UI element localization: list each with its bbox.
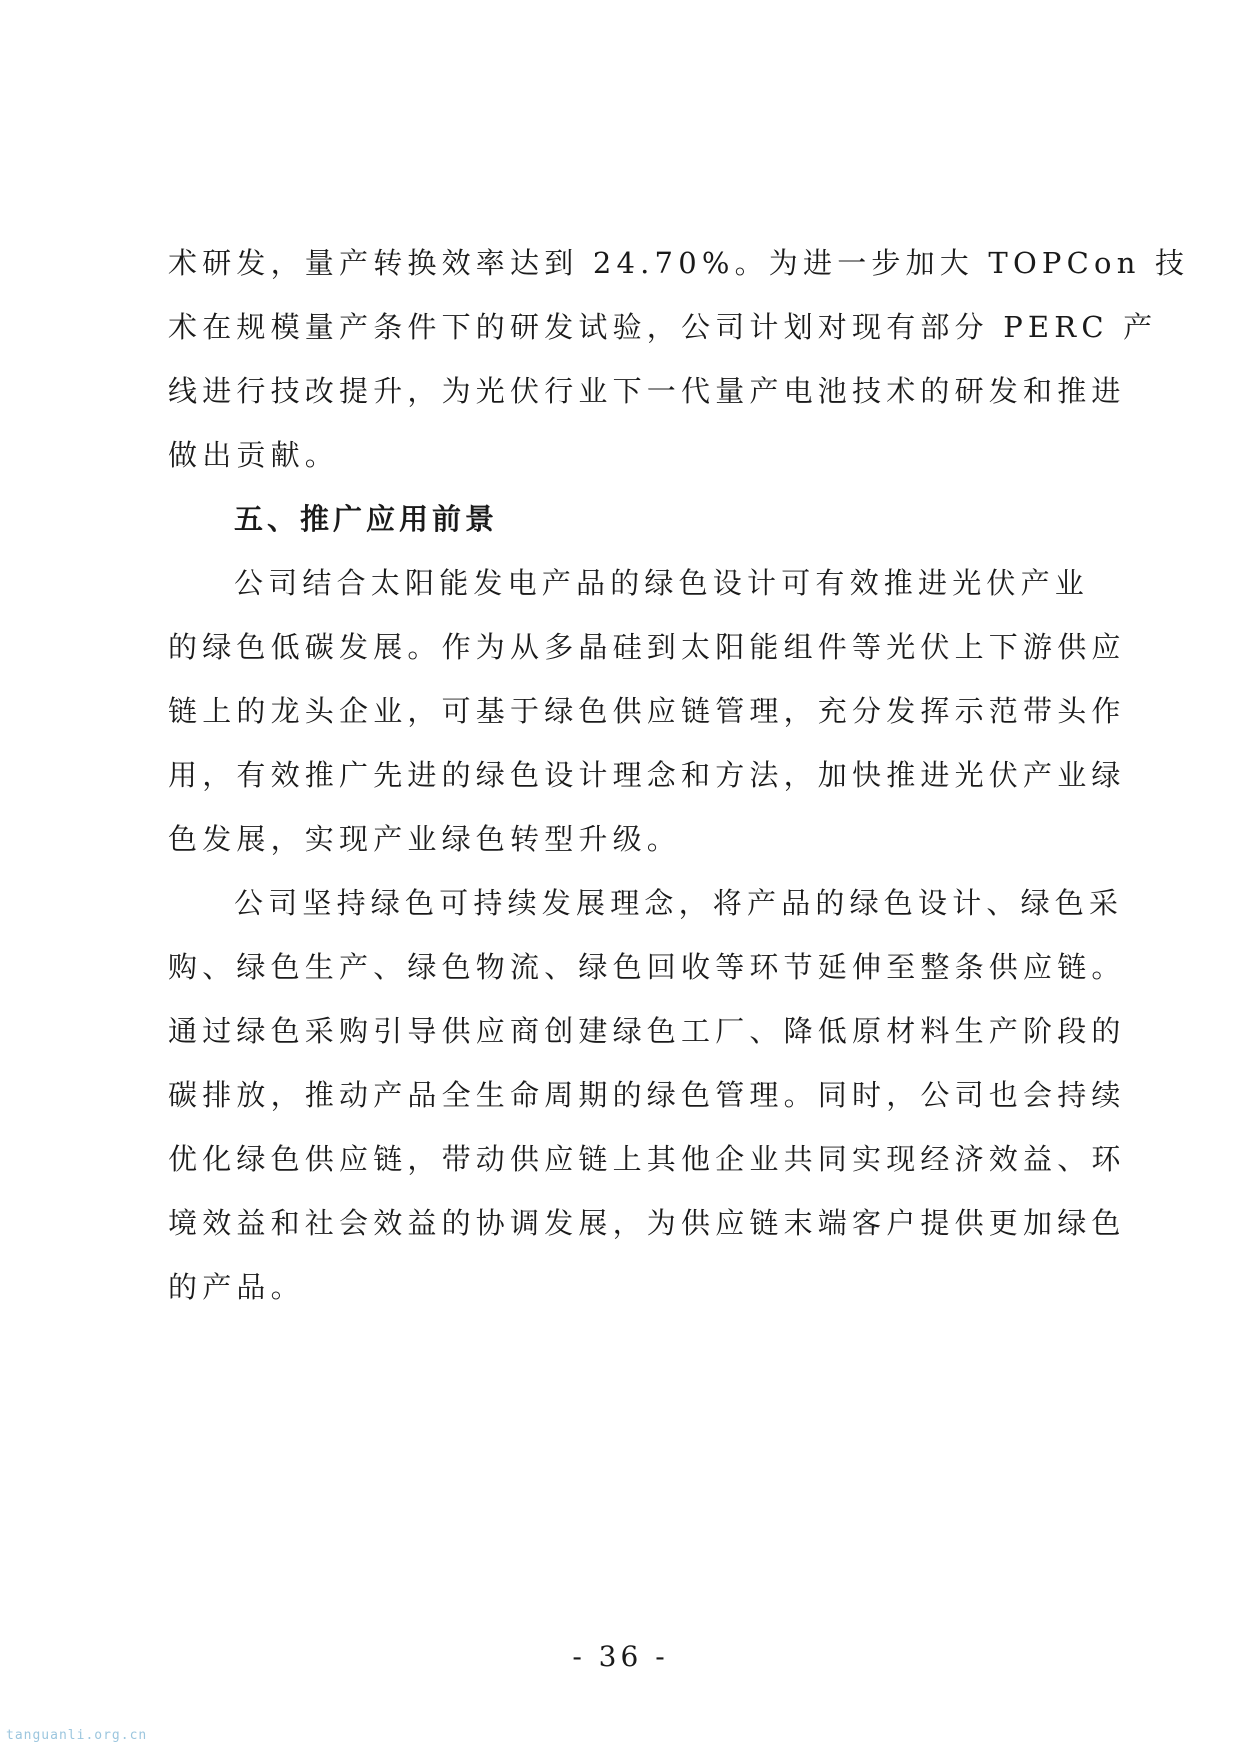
text-line: 术研发，量产转换效率达到 24.70%。为进一步加大 TOPCon 技 <box>168 246 1190 280</box>
text-line: 用，有效推广先进的绿色设计理念和方法，加快推进光伏产业绿 <box>168 758 1126 792</box>
text-line: 公司结合太阳能发电产品的绿色设计可有效推进光伏产业 <box>234 566 1090 600</box>
text-line: 的产品。 <box>168 1270 305 1304</box>
text-line: 线进行技改提升，为光伏行业下一代量产电池技术的研发和推进 <box>168 374 1126 408</box>
text-line: 链上的龙头企业，可基于绿色供应链管理，充分发挥示范带头作 <box>168 694 1126 728</box>
text-line: 优化绿色供应链，带动供应链上其他企业共同实现经济效益、环 <box>168 1142 1126 1176</box>
text-line: 色发展，实现产业绿色转型升级。 <box>168 822 682 856</box>
paragraph-1 <box>168 231 1190 487</box>
text-line: 购、绿色生产、绿色物流、绿色回收等环节延伸至整条供应链。 <box>168 950 1126 984</box>
text-line: 通过绿色采购引导供应商创建绿色工厂、降低原材料生产阶段的 <box>168 1014 1126 1048</box>
text-line: 境效益和社会效益的协调发展，为供应链末端客户提供更加绿色 <box>168 1206 1126 1240</box>
watermark-text: tanguanli.org.cn <box>6 1728 148 1743</box>
document-body <box>168 231 1190 1319</box>
text-line: 碳排放，推动产品全生命周期的绿色管理。同时，公司也会持续 <box>168 1078 1126 1112</box>
text-line: 术在规模量产条件下的研发试验，公司计划对现有部分 PERC 产 <box>168 310 1158 344</box>
paragraph-3 <box>168 871 1126 1319</box>
section-heading: 五、推广应用前景 <box>234 502 499 536</box>
page-number: - 36 - <box>572 1640 669 1673</box>
paragraph-2 <box>168 551 1126 871</box>
text-line: 的绿色低碳发展。作为从多晶硅到太阳能组件等光伏上下游供应 <box>168 630 1126 664</box>
text-line: 做出贡献。 <box>168 438 340 472</box>
text-line: 公司坚持绿色可持续发展理念，将产品的绿色设计、绿色采 <box>234 886 1124 920</box>
